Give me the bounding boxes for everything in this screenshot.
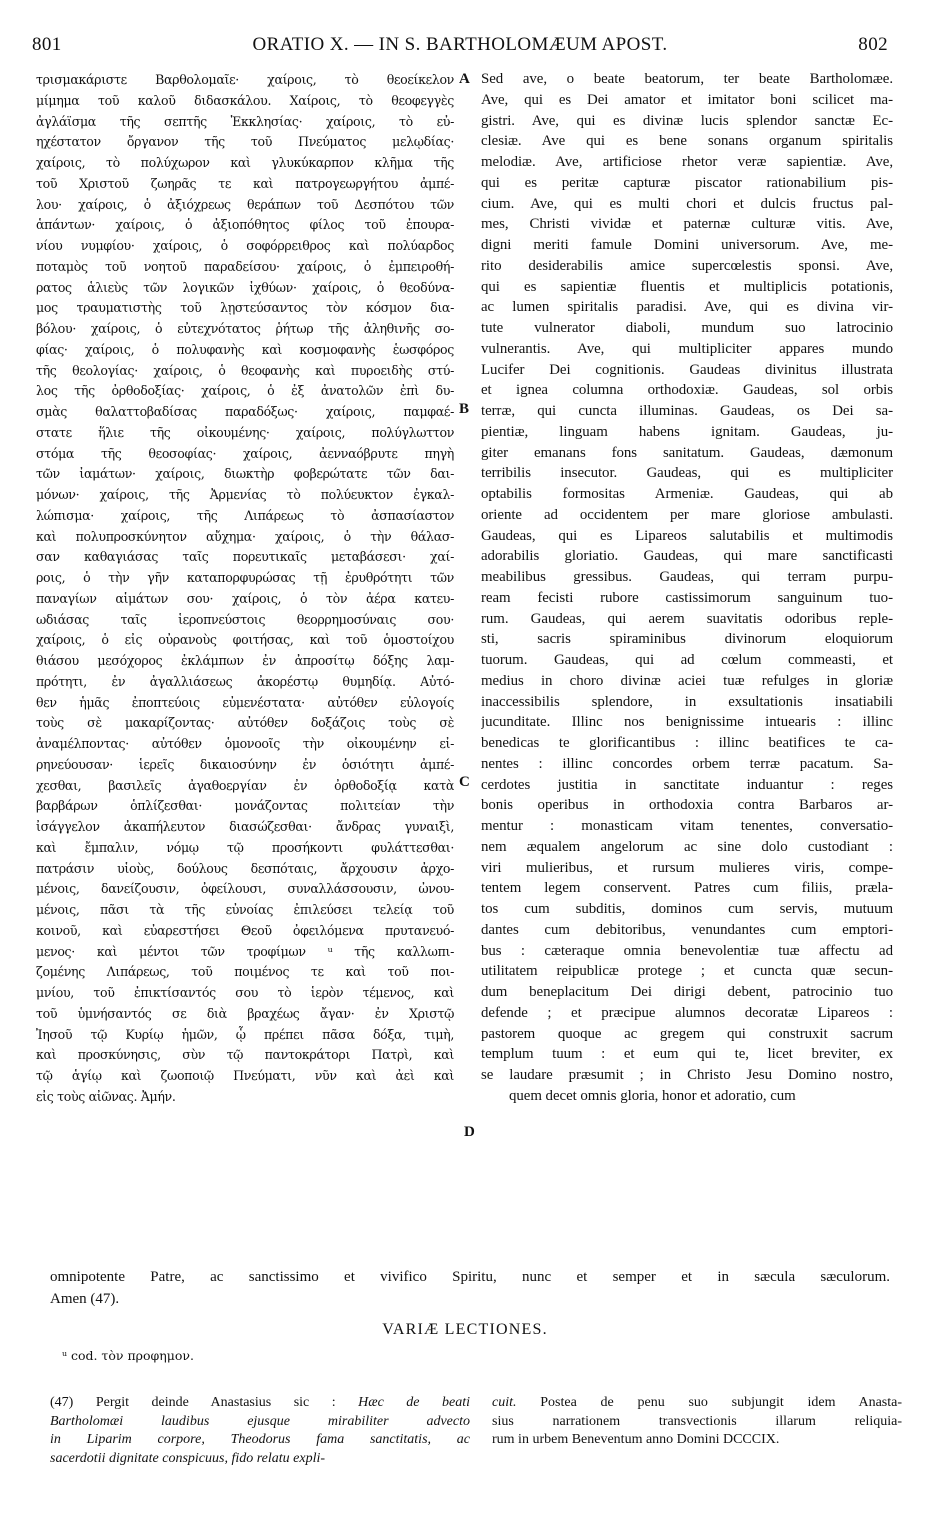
greek-text-line: θεν ἡμᾶς ἐποπτεύοις εὐμενέστατα· αὐτόθεν εὐλογοίς [36,694,454,710]
footnote-line [50,1431,470,1450]
page-number-left: 801 [32,34,62,55]
greek-text-line: τῆς θεολογίας· χαίροις, ὁ θεοφανὴς καὶ πυροειδὴς στύ- [36,362,454,378]
latin-text-line: viri mulieribus, et rursum mulieres viris, compe- [481,859,893,876]
latin-text-line: tos cum subditis, dominos cum servis, mutuum [481,901,893,917]
latin-text-line: optabilis formositas Armeniæ. Gaudeas, qui ab [481,486,893,502]
variant-note-u: ᵘ cod. τὸν προφημον. [62,1348,195,1363]
latin-text-line: vulnerantis. Ave, qui multipliciter appares mundo [481,340,893,357]
greek-text-line: φίας· χαίροις, ὁ πολυφανὴς καὶ κοσμοφανὴς ἑωσφόρος [36,341,454,357]
latin-text-line: ac lumen spiritalis paradisi. Ave, qui es divina vir- [481,299,893,316]
footnote-italic-text: cuit. [492,1395,517,1410]
greek-text-line: θιάσου μεσόχορος ἐκλάμπων ἐν ἀπροσίτῳ δόξης λαμ- [36,653,454,668]
greek-text-line: τῶν ἰαμάτων· χαίροις, διωκτὴρ φοβερώτατε τῶν δαι- [36,466,454,482]
greek-text-line: τοὺς σὲ μακαρίζοντας· αὐτόθεν δοξάζοις τοὺς σὲ [36,715,454,731]
latin-text-line: digni meriti famule Domini universorum. Ave, me- [481,237,893,253]
latin-text-line: Ave, qui es Dei amator et imitator boni scilicet ma- [481,91,893,108]
greek-text-line: χεσθαι, βασιλεῖς ἀγαθοεργίαν ἐν ὀρθοδοξίᾳ κατὰ [36,777,454,793]
greek-text-line: ποταμὸς τοῦ νοητοῦ παραδείσου· χαίροις, ὁ ἐμπειροθή- [36,258,454,274]
margin-marker-d: D [464,1124,475,1140]
greek-text-line: ροις, ὁ τὴν γῆν καταπορφυρώσας τῇ ἐρυθρότητι τῶν [36,570,454,585]
latin-text-line: rum. Gaudeas, qui aerem suavitatis odoribus reple- [481,610,893,627]
variae-lectiones-title: VARIÆ LECTIONES. [382,1321,548,1338]
latin-text-line: tute vulnerator diaboli, mundum suo latrocinio [481,320,893,336]
greek-text-line: μενος· καὶ μέντοι τῶν τροφίμων ᵘ τῆς καλλωπι- [36,943,454,959]
running-header [32,34,888,60]
greek-text-line: Ἰησοῦ τῷ Κυρίῳ ἡμῶν, ᾧ πρέπει πᾶσα δόξα, τιμὴ, [36,1026,454,1042]
greek-text-line: λου· χαίροις, ὁ ἀξιόχρεως θεράπων τοῦ Δεσπότου τῶν [36,196,454,212]
footnote-text: Postea de penu suo subjungit idem Anasta- [516,1395,902,1410]
greek-text-line: σαν καθαγιάσας ταῖς πορευτικαῖς μεταβάσεσι· χαί- [36,549,454,565]
footnote-line [492,1431,902,1450]
footnote-text: rum in urbem Beneventum anno Domini DCCCIX. [492,1432,780,1447]
greek-text-line: ηχέστατον ὄργανον τῆς τοῦ Πνεύματος μελῳδίας· [36,134,454,150]
amen-line: Amen (47). [50,1291,120,1307]
margin-marker-a: A [459,71,470,87]
footnote-47-left [50,1394,470,1468]
greek-text-line: λώπισμα· χαίροις, τῆς Λιπάρεως τὸ ἀσπασίαστον [36,507,454,523]
greek-column [36,70,454,1108]
greek-text-line: στατε ἥλιε τῆς οἰκουμένης· χαίροις, πολύγλωττον [36,424,454,440]
running-title: ORATIO X. — IN S. BARTHOLOMÆUM APOST. [252,34,668,55]
latin-text-line: tuorum. Gaudeas, qui ad cœlum commeasti, et [481,652,893,668]
greek-text-line: τῷ ἁγίῳ καὶ ζωοποιῷ Πνεύματι, νῦν καὶ ἀεὶ καὶ [36,1068,454,1083]
greek-text-line: ρηνεύουσαν· ἱερεῖς δικαιοσύνην ἐν ὁσιότητι ἀμπέ- [36,756,454,772]
greek-text-line: ρατος ἁλιεὺς τῶν λογικῶν ἰχθύων· χαίροις, ὁ θεοδύνα- [36,279,454,295]
latin-text-line: tentem legem conservent. Patres cum filiis, præla- [481,880,893,897]
latin-text-line: jucunditate. Illinc nos benignissime intuearis : illinc [481,714,893,731]
margin-marker-b: B [459,401,470,417]
latin-text-line: nem æqualem angelorum ac sine dolo custodiant : [481,838,893,855]
greek-text-line: εἰς τοὺς αἰῶνας. Ἀμήν. [36,1088,176,1104]
greek-text-line: βαρβάρων ὁπλίζεσθαι· μονάζοντας πολιτείαν τὴν [36,798,454,814]
latin-text-line: cium. Ave, qui es multi chori et dulcis fructus pal- [481,195,893,212]
greek-text-line: ἰσάγγελον ἀκαπήλευτον διασώζεσθαι· ἄνδρας γυναιξὶ, [36,819,454,834]
latin-text-line: pientiæ, linguam habens ignitam. Gaudeas, ju- [481,423,893,440]
latin-text-line: quem decet omnis gloria, honor et adoratio, cum [509,1087,796,1104]
greek-text-line: χαίροις, ὁ εἰς οὐρανοὺς φοιτήσας, καὶ τοῦ ὁμοστοίχου [36,632,454,648]
greek-text-line: χαίροις, τὸ πολύχωρον καὶ γλυκύκαρπον κλῆμα τῆς [36,155,454,170]
footnote-text: sius narrationem transvectionis illarum reliquia- [492,1413,902,1429]
latin-column [481,69,893,1107]
footnote-italic-text: Hæc de beati [358,1395,470,1410]
greek-text-line: λος τῆς ὀρθοδοξίας· χαίροις, ὁ ἐξ ἀνατολῶν ἐπὶ δυ- [36,383,454,399]
latin-text-line: sti, sacris spiraminibus divinorum eloquiorum [481,631,893,648]
greek-text-line: βόλου· χαίροις, ὁ εὐτεχνότατος ῥήτωρ τῆς ἀληθινῆς σο- [36,321,454,336]
latin-text-line: pastorem quoque ac gregem qui construxit sacrum [481,1025,893,1042]
latin-text-line: bonis operibus in orthodoxia contra Barbaros ar- [481,797,893,814]
greek-text-line: ἁπάντων· χαίροις, ὁ ἀξιοπόθητος φίλος τοῦ ἐπουρα- [36,217,454,233]
latin-text-line: se laudare præsumit ; in Christo Jesu Domino nostro, [481,1067,893,1083]
footnote-italic-text: in Liparim corpore, Theodorus fama sanctitatis, ac [50,1432,470,1447]
footnote-line [492,1394,902,1413]
greek-text-line: σμὰς θαλαττοβαδίσας παραδόξως· χαίροις, παμφαέ- [36,404,454,419]
latin-text-line: medius in choro divinæ aciei tuæ refulges in gloriæ [481,672,893,689]
latin-text-line: bus : cæteraque omnia benevolentiæ tuæ affectu ad [481,942,893,959]
footnote-line [50,1450,470,1469]
latin-text-line: benedicas te glorificantibus : illinc beatifices te ca- [481,735,893,751]
greek-text-line: καὶ πολυπροσκύνητον αὔχημα· χαίροις, ὁ τὴν θάλασ- [36,528,454,544]
greek-text-line: μόνων· χαίροις, τῆς Ἀρμενίας τὸ πολύευκτον ἐγκαλ- [36,487,454,502]
latin-text-line: meabilibus gressibus. Gaudeas, qui terram purpu- [481,569,893,585]
latin-text-line: nentes : illinc concordes orbem terræ pacatum. Sa- [481,755,893,772]
continuation-line: omnipotente Patre, ac sanctissimo et vivifico Spiritu, nunc et semper et in sæcula sæculorum. [50,1269,890,1285]
footnote-47-right [492,1394,902,1450]
latin-text-line: qui es sapientiæ fluentis et multiplicis potationis, [481,278,893,295]
latin-text-line: terræ, qui cuncta illuminas. Gaudeas, os Dei sa- [481,403,893,419]
latin-text-line: giter emanans fons sanitatum. Gaudeas, dæmonum [481,444,893,461]
latin-text-line: dantes cum debitoribus, venundantes cum emptori- [481,921,893,938]
greek-text-line: πρότητι, ἐν ἀγαλλιάσεως ἀκορέστῳ θυμηδίᾳ. Αὐτό- [36,673,454,689]
greek-text-line: τοῦ Χριστοῦ ζωηρᾶς τε καὶ πατρογεωργήτου ἀμπέ- [36,175,454,191]
latin-text-line: defende ; et præcipue alumnos decoratæ Lipareos : [481,1004,893,1021]
greek-text-line: καὶ προσκύνησις, σὺν τῷ παντοκράτορι Πατρὶ, καὶ [36,1047,454,1063]
greek-text-line: πατράσιν υἱοὺς, δούλους δεσπόταις, ἄρχουσιν ἀρχο- [36,860,454,876]
latin-text-line: mes, Christi vividæ et paternæ culturæ vitis. Ave, [481,216,893,233]
greek-text-line: μος τραυματιστὴς τοῦ λῃστεύσαντος τὸν κόσμον δια- [36,300,454,316]
latin-text-line: mentur : monasticam vitam tenentes, conversatio- [481,818,893,834]
greek-text-line: κοινοῦ, καὶ εὐαρεστήσει Θεοῦ ὀφειλόμενα πρυτανευό- [36,922,454,938]
greek-text-line: μίμημα τοῦ καλοῦ διδασκάλου. Χαίροις, τὸ θεοφεγγὲς [36,92,454,108]
latin-text-line: inaccessibilis splendore, in exsultationis insatiabili [481,693,893,710]
footnote-italic-text: sacerdotii dignitate conspicuus, fido relatu expli- [50,1450,326,1466]
greek-text-line: ἀγλάϊσμα τῆς σεπτῆς Ἐκκλησίας· χαίροις, τὸ εὐ- [36,113,454,129]
latin-text-line: gistri. Ave, qui es divinæ lucis splendor sanctæ Ec- [481,112,893,129]
greek-text-line: καὶ ἔμπαλιν, νόμῳ τῷ προσήκοντι φυλάττεσθαι· [36,839,454,855]
latin-text-line: dum beneplacitum Dei dirigi debent, patrocinio tuo [481,984,893,1000]
latin-text-line: oriente ad occidentem per mare gloriose ambulasti. [481,506,893,523]
greek-text-line: μένοις, δανείζουσιν, ὀφείλουσι, συναλλάσσουσιν, ὠνου- [36,881,454,897]
latin-text-line: terribilis insecutor. Gaudeas, qui es multipliciter [481,465,893,482]
greek-text-line: ἀναμέλποντας· αὐτόθεν ὁμονοοῖς τὴν οἰκουμένην εἰ- [36,736,454,751]
greek-text-line: τρισμακάριστε Βαρθολομαῖε· χαίροις, τὸ θεοείκελον [36,72,454,87]
latin-text-line: adorabilis gloriatio. Gaudeas, qui mare sanctificasti [481,548,893,565]
latin-text-line: templum tuum : et eum qui te, licet breviter, ex [481,1046,893,1063]
footnote-line [50,1413,470,1432]
greek-text-line: ζομένης Λιπάρεως, τοῦ ποιμένος τε καὶ τοῦ ποι- [36,964,454,980]
page-number-right: 802 [858,34,888,55]
latin-text-line: Lucifer Dei cognitionis. Gaudeas divinitus illustrata [481,361,893,378]
latin-text-line: utilitatem reipublicæ protege ; et cuncta quæ secun- [481,963,893,980]
latin-text-line: Gaudeas, qui es Lipareos salutabilis et multimodis [481,527,893,544]
latin-text-line: rito desiderabilis amice supercœlestis sponsi. Ave, [481,257,893,274]
latin-text-line: et ignea columna orthodoxiæ. Gaudeas, sol orbis [481,382,893,399]
greek-text-line: νίου νυμφίου· χαίροις, ὁ σοφόρρειθρος καὶ πολύαρδος [36,238,454,253]
greek-text-line: παναγίων αἱμάτων σου· χαίροις, ὁ τὸν ἀέρα κατευ- [36,590,454,606]
latin-text-line: Sed ave, o beate beatorum, ter beate Bartholomæe. [481,71,893,87]
greek-text-line: μνίου, τοῦ ἐπικτίσαντός σου τὸ ἱερὸν τέμενος, καὶ [36,985,454,1000]
greek-text-line: ωδιάσας ταῖς ἱεροπνεύστοις θεορρημοσύναις σου· [36,611,454,627]
latin-text-line: ream fecisti rubore castissimorum sanguinum tuo- [481,589,893,606]
footnote-text: (47) Pergit deinde Anastasius sic : [50,1395,359,1410]
latin-text-line: clesiæ. Ave qui es bene sonans organum spiritalis [481,133,893,150]
greek-text-line: τοῦ ὑμνήσαντός σε διὰ βραχέως ἄγαν· ἐν Χριστῷ [36,1005,454,1021]
greek-text-line: μένοις, πᾶσι τὰ τῆς εὐνοίας ἐπιλεύσει τελείᾳ τοῦ [36,902,454,917]
footnote-italic-text: Bartholomæi laudibus ejusque mirabiliter advecto [50,1413,470,1429]
greek-text-line: στόμα τῆς θεοσοφίας· χαίροις, ἀενναόβρυτε πηγὴ [36,445,454,461]
margin-marker-c: C [459,774,470,790]
latin-text-line: qui es peritæ capturæ piscator rationabilium pis- [481,174,893,191]
footnote-line [492,1413,902,1432]
footnote-line [50,1394,470,1413]
latin-text-line: melodiæ. Ave, artificiose rhetor veræ sapientiæ. Ave, [481,154,893,170]
latin-text-line: cerdotes justitia in sanctitate induantur : reges [481,776,893,793]
